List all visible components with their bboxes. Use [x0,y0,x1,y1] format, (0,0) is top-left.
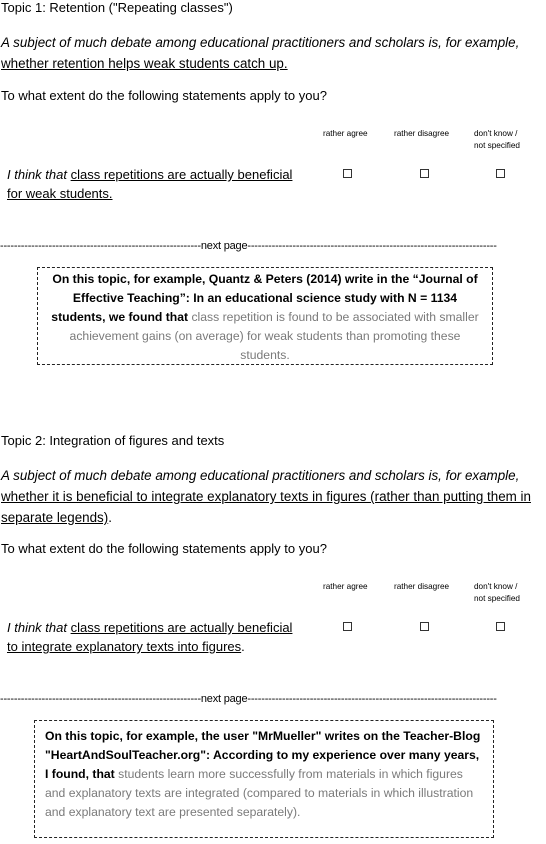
statement-prefix: I think that [7,620,67,635]
topic1-intro-underlined: whether retention helps weak students catch up. [1,56,288,71]
topic1-next-page-separator: ----------------------------------------------------------next page------------------------------------------------------------------------ [0,240,497,252]
topic2-next-page-separator: ----------------------------------------------------------next page------------------------------------------------------------------------ [0,693,497,705]
topic2-quote-gray: students learn more successfully from materials in which figures and explanatory texts are integrated (compared to materials in which illustration and explanatory text are presented separately). [45,767,474,819]
topic1-source-quote-box [37,267,493,365]
topic2-checkbox-rather-disagree[interactable] [420,622,429,631]
topic2-title: Topic 2: Integration of figures and texts [1,433,225,448]
topic2-intro-underlined-2: separate legends) [1,510,109,525]
topic2-intro-italic: A subject of much debate among educational practitioners and scholars is, for example, [1,468,520,483]
col-dont-know-line1: don't know / [474,129,518,138]
topic1-checkbox-rather-agree[interactable] [343,169,352,178]
topic2-intro-underlined-1: whether it is beneficial to integrate explanatory texts in figures (rather than putting them in [1,489,531,504]
col-dont-know-line2: not specified [474,594,520,603]
statement-line1: class repetitions are actually beneficial [70,167,293,182]
statement-line2: for weak students. [7,186,113,201]
col-dont-know-line1: don't know / [474,582,518,591]
statement-end: . [241,639,245,654]
topic1-checkbox-dont-know[interactable] [496,169,505,178]
topic1-col-dont-know [474,128,520,152]
topic2-intro [1,465,541,528]
topic1-question: To what extent do the following statements apply to you? [1,88,327,103]
topic2-col-rather-agree: rather agree [323,582,368,591]
col-dont-know-line2: not specified [474,141,520,150]
topic2-quote-bold: On this topic, for example, the user "MrMueller" writes on the Teacher-Blog "HeartAndSoulTeacher.org": According to my experience over many years, I found, that [45,729,481,781]
topic2-checkbox-dont-know[interactable] [496,622,505,631]
statement-prefix: I think that [7,167,67,182]
topic1-intro [1,32,541,74]
topic2-source-quote-box [34,720,494,838]
topic1-intro-italic: A subject of much debate among educational practitioners and scholars is, for example, [1,35,520,50]
statement-line1: class repetitions are actually beneficial [70,620,293,635]
topic2-statement [7,618,312,656]
topic1-statement [7,165,312,203]
topic1-quote-gray: class repetition is found to be associated with smaller achievement gains (on average) for weak students than promoting these students. [69,310,479,362]
topic1-col-rather-disagree: rather disagree [394,129,450,138]
topic2-intro-end: . [108,510,112,525]
topic1-col-rather-agree: rather agree [323,129,368,138]
statement-line2: to integrate explanatory texts into figures [7,639,242,654]
topic2-col-dont-know [474,581,520,605]
topic2-question: To what extent do the following statements apply to you? [1,541,327,556]
topic1-quote-bold: On this topic, for example, Quantz & Peters (2014) write in the “Journal of Effective Teaching”: In an educational science study with N = 1134 students, we found that [51,272,478,324]
topic1-title: Topic 1: Retention ("Repeating classes") [1,0,233,15]
topic2-col-rather-disagree: rather disagree [394,582,450,591]
topic1-checkbox-rather-disagree[interactable] [420,169,429,178]
topic2-checkbox-rather-agree[interactable] [343,622,352,631]
